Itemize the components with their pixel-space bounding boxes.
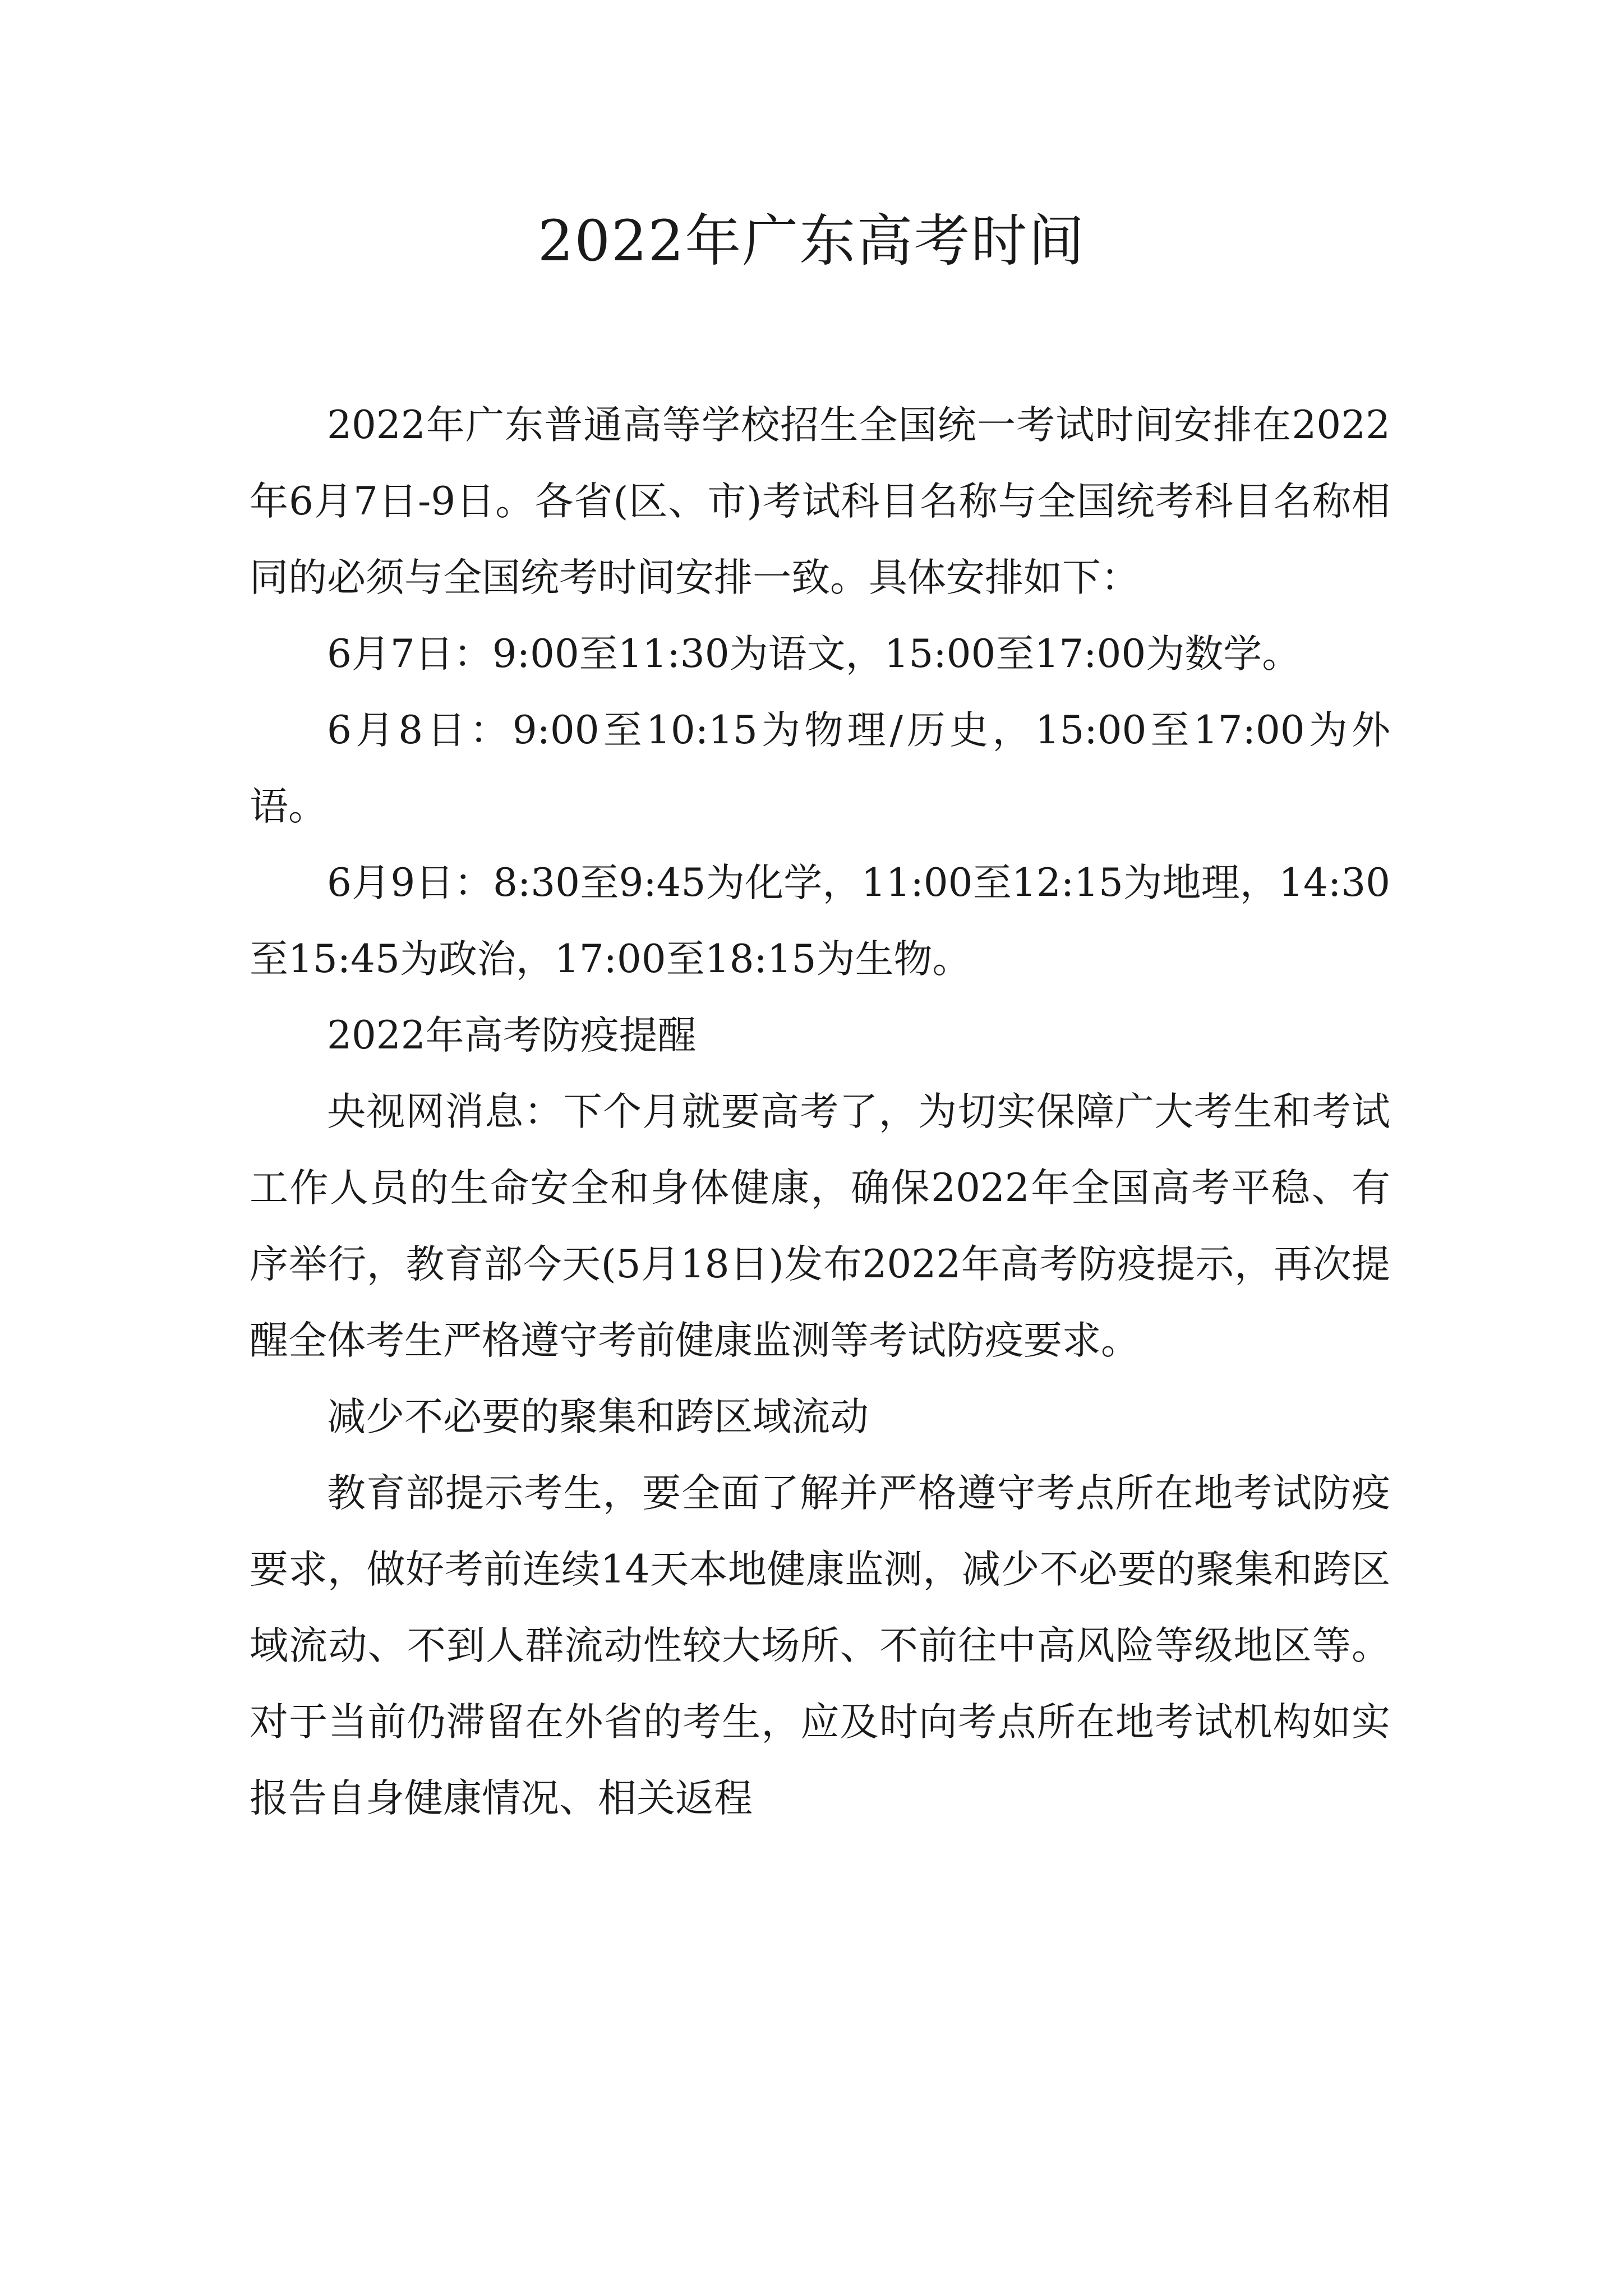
paragraph-ministry-notice: 教育部提示考生，要全面了解并严格遵守考点所在地考试防疫要求，做好考前连续14天本地健康监测，减少不必要的聚集和跨区域流动、不到人群流动性较大场所、不前往中高风险等级地区等。对于当前仍滞留在外省的考生，应及时向考点所在地考试机构如实报告自身健康情况、相关返程	[250, 1471, 1390, 1821]
paragraph-june-7: 6月7日：9:00至11:30为语文，15:00至17:00为数学。	[327, 632, 1301, 677]
section-heading-reduce-gathering: 减少不必要的聚集和跨区域流动	[327, 1395, 869, 1439]
paragraph-june-9: 6月9日：8:30至9:45为化学，11:00至12:15为地理，14:30至15:45为政治，17:00至18:15为生物。	[250, 861, 1390, 982]
section-heading-epidemic-reminder: 2022年高考防疫提醒	[327, 1013, 697, 1058]
paragraph-june-8: 6月8日：9:00至10:15为物理/历史，15:00至17:00为外语。	[250, 708, 1390, 829]
paragraph-cctv-news: 央视网消息：下个月就要高考了，为切实保障广大考生和考试工作人员的生命安全和身体健康，确保2022年全国高考平稳、有序举行，教育部今天(5月18日)发布2022年高考防疫提示，再次提醒全体考生严格遵守考前健康监测等考试防疫要求。	[250, 1089, 1390, 1363]
document-body	[250, 387, 1390, 1837]
paragraph-exam-arrangement: 2022年广东普通高等学校招生全国统一考试时间安排在2022年6月7日-9日。各省(区、市)考试科目名称与全国统考科目名称相同的必须与全国统考时间安排一致。具体安排如下：	[250, 403, 1390, 600]
document-title: 2022年广东高考时间	[537, 208, 1086, 274]
